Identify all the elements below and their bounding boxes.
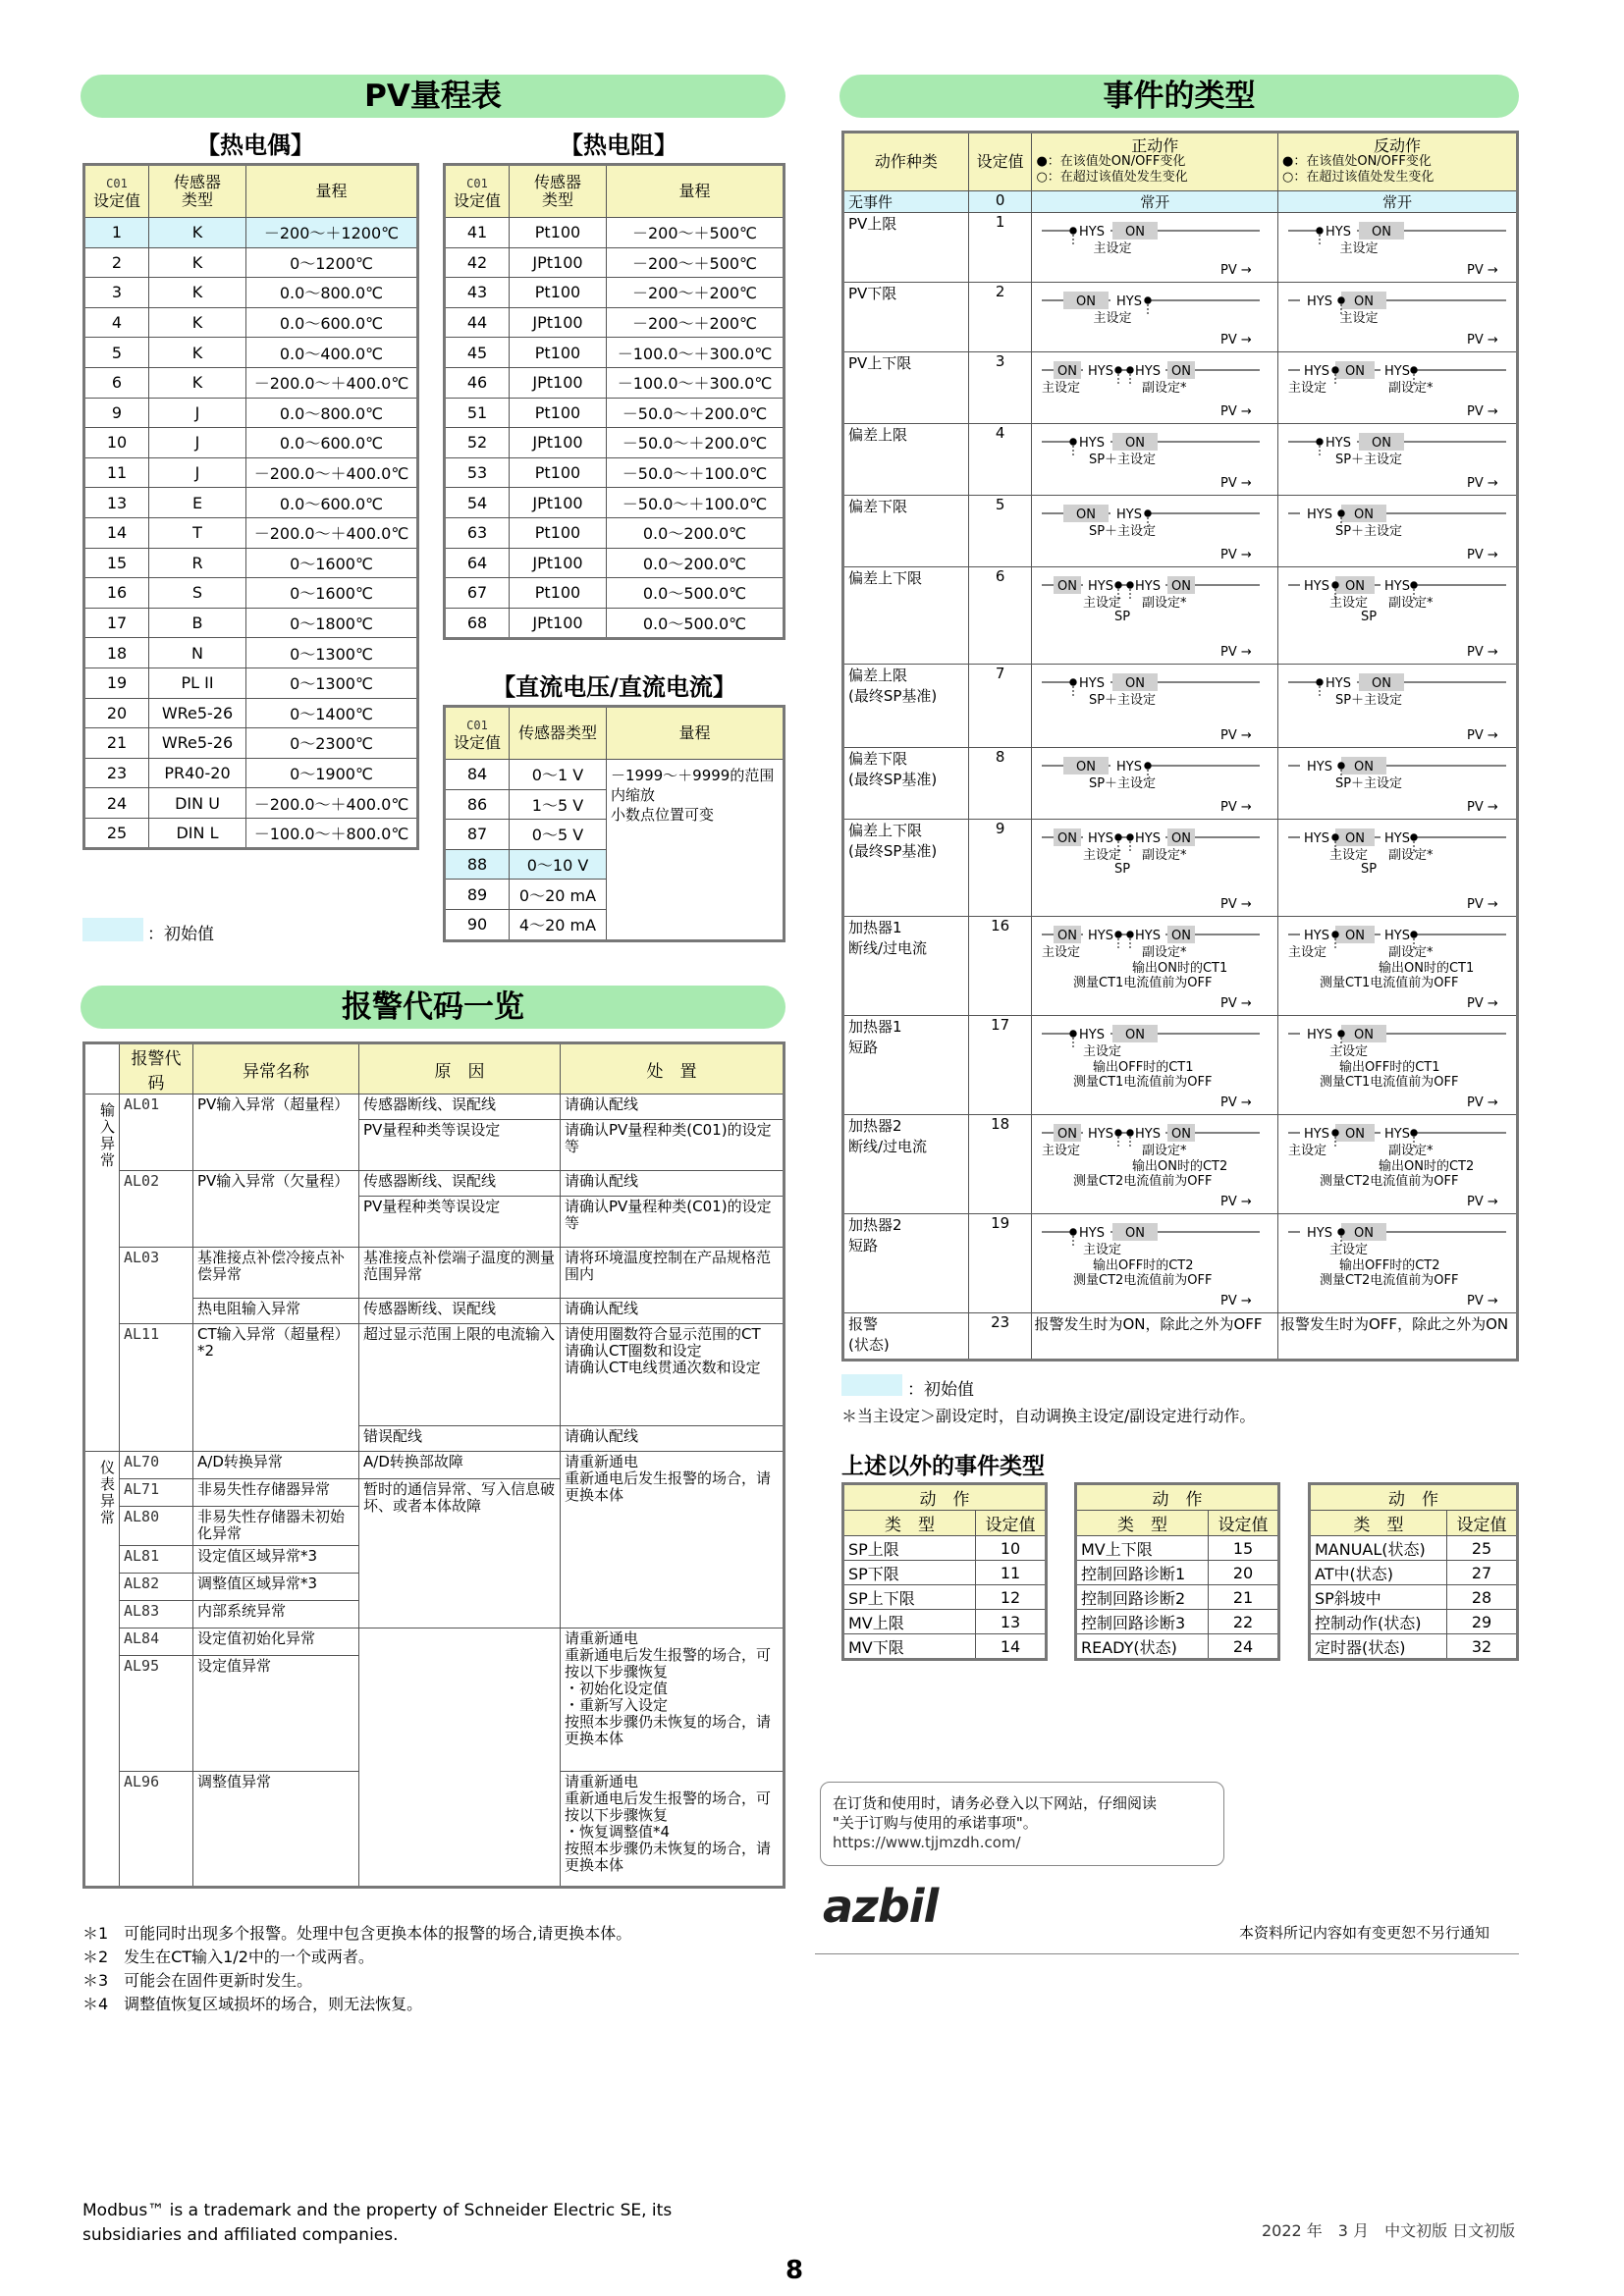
- table-row: 84 0～1 V －1999～＋9999的范围内缩放 小数点位置可变: [445, 760, 785, 790]
- bottom-rule: [815, 1953, 1519, 1954]
- svg-text:主设定: 主设定: [1042, 381, 1081, 396]
- svg-text:ON: ON: [1076, 507, 1097, 522]
- svg-text:HYS: HYS: [1135, 1127, 1162, 1142]
- event-action-diagram: [1034, 567, 1268, 660]
- svg-text:主设定: 主设定: [1329, 848, 1369, 863]
- svg-text:HYS: HYS: [1384, 579, 1410, 594]
- svg-text:副设定*: 副设定*: [1142, 848, 1187, 863]
- svg-text:HYS: HYS: [1135, 929, 1162, 943]
- svg-text:SP＋主设定: SP＋主设定: [1334, 776, 1403, 791]
- svg-text:SP＋主设定: SP＋主设定: [1089, 524, 1157, 539]
- svg-text:PV →: PV →: [1220, 476, 1253, 491]
- svg-text:副设定*: 副设定*: [1142, 945, 1187, 960]
- svg-text:HYS: HYS: [1307, 507, 1332, 522]
- svg-text:HYS: HYS: [1384, 364, 1410, 379]
- table-row: 45 Pt100 －100.0～＋300.0℃: [445, 338, 785, 368]
- svg-text:主设定: 主设定: [1093, 311, 1132, 326]
- svg-text:HYS: HYS: [1079, 436, 1106, 451]
- other-events-table-1: 动 作 类 型 设定值 SP上限 10 SP下限 11 SP上下限 12 MV上限 13 MV下限 14: [841, 1482, 1048, 1661]
- event-action-diagram: [1280, 213, 1514, 278]
- svg-text:测量CT2电流值前为OFF: 测量CT2电流值前为OFF: [1073, 1273, 1213, 1288]
- svg-text:SP: SP: [1114, 862, 1131, 877]
- svg-text:输出ON时的CT2: 输出ON时的CT2: [1132, 1159, 1228, 1174]
- event-action-diagram: [1280, 424, 1514, 491]
- svg-text:ON: ON: [1076, 760, 1097, 774]
- svg-text:PV →: PV →: [1220, 897, 1253, 912]
- svg-text:副设定*: 副设定*: [1142, 596, 1187, 611]
- table-row: MV上限 13: [843, 1610, 1047, 1634]
- event-action-diagram: [1034, 748, 1268, 815]
- svg-text:HYS: HYS: [1088, 1127, 1114, 1142]
- dc-range-note: －1999～＋9999的范围内缩放 小数点位置可变: [607, 760, 785, 941]
- svg-text:PV →: PV →: [1220, 1195, 1253, 1209]
- svg-text:输出OFF时的CT1: 输出OFF时的CT1: [1093, 1060, 1194, 1075]
- event-action-diagram: [1034, 213, 1268, 278]
- svg-text:测量CT2电流值前为OFF: 测量CT2电流值前为OFF: [1320, 1273, 1459, 1288]
- initial-value-legend: ：初始值: [147, 925, 214, 944]
- other-events-table-3: 动 作 类 型 设定值 MANUAL(状态) 25 AT中(状态) 27 SP斜坡中 28 控制动作(状态) 29 定时器(状态) 32: [1308, 1482, 1519, 1661]
- event-action-diagram: [1034, 820, 1268, 912]
- svg-text:ON: ON: [1076, 294, 1097, 309]
- svg-text:HYS: HYS: [1304, 579, 1329, 594]
- svg-text:ON: ON: [1372, 676, 1391, 691]
- svg-text:主设定: 主设定: [1083, 848, 1122, 863]
- rtd-subtitle: 【热电阻】: [560, 132, 677, 159]
- svg-text:SP＋主设定: SP＋主设定: [1089, 453, 1157, 467]
- svg-text:ON: ON: [1354, 507, 1374, 522]
- event-row: 偏差上下限 (最终SP基准) 9 ON HYS HYS ON 主设定 副设定* SP PV → HYS ON HYS 主设定 副设定* SP PV →: [843, 820, 1518, 917]
- table-row: 46 JPt100 －100.0～＋300.0℃: [445, 367, 785, 398]
- svg-text:主设定: 主设定: [1083, 1243, 1122, 1257]
- svg-text:ON: ON: [1057, 364, 1078, 379]
- svg-text:主设定: 主设定: [1083, 1044, 1122, 1059]
- event-row: 加热器2 断线/过电流 18 ON HYS HYS ON 主设定 副设定* 输出ON时的CT2 测量CT2电流值前为OFF PV → HYS ON HYS 主设定 副设定* 输出ON时的CT2 测量CT2电流值前为OFF PV →: [843, 1115, 1518, 1214]
- svg-text:PV →: PV →: [1467, 333, 1498, 347]
- table-row: 10 J 0.0～600.0℃: [84, 428, 418, 458]
- event-initial-swatch: [841, 1374, 902, 1396]
- svg-text:ON: ON: [1057, 831, 1078, 846]
- notice-url-link[interactable]: https://www.tjjmzdh.com/: [833, 1834, 1021, 1851]
- table-row: 9 J 0.0～800.0℃: [84, 398, 418, 428]
- svg-text:HYS: HYS: [1079, 676, 1106, 691]
- event-row: 加热器1 断线/过电流 16 ON HYS HYS ON 主设定 副设定* 输出ON时的CT1 测量CT1电流值前为OFF PV → HYS ON HYS 主设定 副设定* 输出ON时的CT1 测量CT1电流值前为OFF PV →: [843, 917, 1518, 1016]
- footnote-3: ＊3 可能会在固件更新时发生。: [82, 1971, 313, 1990]
- svg-text:PV →: PV →: [1467, 263, 1498, 278]
- table-row: SP上下限 12: [843, 1585, 1047, 1610]
- svg-text:SP＋主设定: SP＋主设定: [1089, 776, 1157, 791]
- table-row: 52 JPt100 －50.0～＋200.0℃: [445, 428, 785, 458]
- svg-text:副设定*: 副设定*: [1388, 596, 1434, 611]
- event-row: 偏差下限 (最终SP基准) 8 ON HYS SP＋主设定 PV → HYS ON SP＋主设定 PV →: [843, 748, 1518, 820]
- svg-text:HYS: HYS: [1384, 929, 1410, 943]
- svg-text:测量CT2电流值前为OFF: 测量CT2电流值前为OFF: [1073, 1174, 1213, 1189]
- svg-text:ON: ON: [1372, 436, 1391, 451]
- page-number: 8: [785, 2256, 804, 2285]
- svg-text:主设定: 主设定: [1288, 1144, 1327, 1158]
- svg-text:ON: ON: [1171, 364, 1192, 379]
- event-action-diagram: [1280, 567, 1514, 660]
- table-row: 19 PL II 0～1300℃: [84, 667, 418, 698]
- svg-text:HYS: HYS: [1304, 1127, 1329, 1142]
- table-row: 90 4～20 mA: [445, 909, 785, 940]
- svg-text:SP＋主设定: SP＋主设定: [1334, 693, 1403, 708]
- table-row: 43 Pt100 －200～＋200℃: [445, 278, 785, 308]
- dc-subtitle: 【直流电压/直流电流】: [492, 673, 736, 701]
- svg-text:测量CT2电流值前为OFF: 测量CT2电流值前为OFF: [1320, 1174, 1459, 1189]
- event-row: 偏差上下限 6 ON HYS HYS ON 主设定 副设定* SP PV → HYS ON HYS 主设定 副设定* SP PV →: [843, 567, 1518, 665]
- svg-text:PV →: PV →: [1467, 1294, 1498, 1308]
- svg-text:HYS: HYS: [1135, 364, 1162, 379]
- footnote-1: ＊1 可能同时出现多个报警。处理中包含更换本体的报警的场合,请更换本体。: [82, 1924, 632, 1943]
- svg-text:输出OFF时的CT1: 输出OFF时的CT1: [1339, 1060, 1440, 1075]
- event-row: PV上限 1 HYS ON 主设定 PV → HYS ON 主设定 PV →: [843, 213, 1518, 283]
- table-row: 17 B 0～1800℃: [84, 608, 418, 638]
- event-action-diagram: [1280, 748, 1514, 815]
- event-row: 加热器1 短路 17 HYS ON 主设定 输出OFF时的CT1 测量CT1电流值前为OFF PV → HYS ON 主设定 输出OFF时的CT1 测量CT1电流值前为OFF PV →: [843, 1016, 1518, 1115]
- svg-text:测量CT1电流值前为OFF: 测量CT1电流值前为OFF: [1073, 1075, 1213, 1090]
- svg-text:ON: ON: [1171, 831, 1192, 846]
- table-row: 21 WRe5-26 0～2300℃: [84, 728, 418, 759]
- svg-text:ON: ON: [1345, 831, 1365, 846]
- svg-text:主设定: 主设定: [1042, 1144, 1081, 1158]
- svg-text:ON: ON: [1125, 225, 1146, 240]
- svg-text:输出OFF时的CT2: 输出OFF时的CT2: [1093, 1258, 1194, 1273]
- svg-text:PV →: PV →: [1467, 645, 1498, 660]
- svg-text:PV →: PV →: [1467, 1195, 1498, 1209]
- table-row: MV下限 14: [843, 1634, 1047, 1660]
- azbil-logo: azbil: [823, 1880, 939, 1933]
- svg-text:PV →: PV →: [1467, 800, 1498, 815]
- svg-text:HYS: HYS: [1304, 929, 1329, 943]
- event-row: PV下限 2 ON HYS 主设定 PV → HYS ON 主设定 PV →: [843, 283, 1518, 352]
- svg-text:副设定*: 副设定*: [1388, 1144, 1434, 1158]
- table-row: 控制回路诊断1 20: [1076, 1561, 1279, 1585]
- table-row: 6 K －200.0～＋400.0℃: [84, 367, 418, 398]
- event-action-diagram: [1034, 1115, 1268, 1209]
- event-action-diagram: [1034, 283, 1268, 347]
- svg-text:主设定: 主设定: [1093, 241, 1132, 256]
- table-row: MV上下限 15: [1076, 1536, 1279, 1561]
- table-row: 11 J －200.0～＋400.0℃: [84, 457, 418, 488]
- svg-text:PV →: PV →: [1467, 404, 1498, 419]
- event-action-diagram: [1280, 1016, 1514, 1110]
- table-row: 63 Pt100 0.0～200.0℃: [445, 517, 785, 548]
- footnote-4: ＊4 调整值恢复区域损坏的场合，则无法恢复。: [82, 1995, 423, 2013]
- svg-text:ON: ON: [1125, 676, 1146, 691]
- table-row: 44 JPt100 －200～＋200℃: [445, 307, 785, 338]
- svg-text:ON: ON: [1057, 929, 1078, 943]
- svg-text:PV →: PV →: [1467, 728, 1498, 743]
- svg-text:主设定: 主设定: [1339, 241, 1379, 256]
- table-row: 20 WRe5-26 0～1400℃: [84, 698, 418, 728]
- svg-text:PV →: PV →: [1220, 404, 1253, 419]
- table-row: 54 JPt100 －50.0～＋100.0℃: [445, 488, 785, 518]
- table-row: 87 0～5 V: [445, 820, 785, 850]
- table-row: 5 K 0.0～400.0℃: [84, 338, 418, 368]
- col-setting: C01 设定值: [84, 165, 149, 218]
- event-action-diagram: [1034, 352, 1268, 419]
- svg-text:HYS: HYS: [1304, 831, 1329, 846]
- svg-text:ON: ON: [1171, 579, 1192, 594]
- alarm-table: 报警代码 异常名称 原 因 处 置 输入异常 AL01 PV输入异常（超量程） 传感器断线、误配线 请确认配线 PV量程种类等误设定 请确认PV量程种类(C01)的设定等 AL02 PV输入异常（欠量程） 传感器断线、误配线 请确认配线 PV量程种类等误设定 请确认PV量程种类(C01)的设定等 AL03 基准接点补偿冷接点补偿异常 基准接点补偿端子温度的测量范围异常 请将环境温度控制在产品规格范围内 热电阻输入异常 传感器断线、误配线 请确认配线 AL11 CT输入异常（超量程）*2 超过显示范围上限的电流输入 请使用圈数符合显示范围的CT 请确认CT圈数和设定 请确认CT电线贯通次数和设定 错误配线 请确认配线 仪表异常 AL70 A/D转换异常 A/D转换部故障 请重新通电 重新通电后发生报警的场合，请更换本体 AL71 非易失性存储器异常 暂时的通信异常、写入信息破坏、或者本体故障 AL80 非易失性存储器未初始化异常 AL81 设定值区域异常*3 AL82 调整值区域异常*3 AL83 内部系统异常 AL84 设定值初始化异常 请重新通电 重新通电后发生报警的场合，可按以下步骤恢复 ・初始化设定值 ・重新写入设定 按照本步骤仍未恢复的场合，请更换本体 AL95 设定值异常 AL96 调整值异常 请重新通电 重新通电后发生报警的场合，可按以下步骤恢复 ・恢复调整值*4 按照本步骤仍未恢复的场合，请更换本体: [82, 1041, 785, 1889]
- svg-text:ON: ON: [1057, 579, 1078, 594]
- svg-text:副设定*: 副设定*: [1388, 945, 1434, 960]
- svg-text:ON: ON: [1345, 1127, 1365, 1142]
- svg-text:ON: ON: [1057, 1127, 1078, 1142]
- event-types-table: 动作种类 设定值 正动作 ●：在该值处ON/OFF变化 ○：在超过该值处发生变化 反动作 ●：在该值处ON/OFF变化 ○：在超过该值处发生变化 无事件 0 常开 常开 PV上限 1 HYS ON 主设定 PV → HYS ON 主设定 PV → PV下限 2 ON HYS 主设定 PV → HYS ON 主设定 PV → PV上下限 3 ON HYS HYS ON 主设定 副设定* PV → HYS ON HYS 主设定 副设定* PV → 偏差上限 4 HYS ON SP＋主设定 PV → HYS ON SP＋主设定 PV → 偏差下限 5 ON HYS SP＋主设定 PV → HYS ON SP＋主设定 PV → 偏差上下限 6 ON HYS HYS ON 主设定 副设定* SP PV → HYS ON HYS 主设定 副设定* SP PV → 偏差上限 (最终SP基准) 7 HYS ON SP＋主设定 PV → HYS ON SP＋主设定 PV → 偏差下限 (最终SP基准) 8 ON HYS SP＋主设定 PV → HYS ON SP＋主设定 PV → 偏差上下限 (最终SP基准) 9 ON HYS HYS ON 主设定 副设定* SP PV → HYS ON HYS 主设定 副设定* SP PV → 加热器1 断线/过电流 16 ON HYS HYS ON 主设定 副设定* 输出ON时的CT1 测量CT1电流值前为OFF PV → HYS ON HYS 主设定 副设定* 输出ON时的CT1 测量CT1电流值前为OFF PV → 加热器1 短路 17 HYS ON 主设定 输出OFF时的CT1 测量CT1电流值前为OFF PV → HYS ON 主设定 输出OFF时的CT1 测量CT1电流值前为OFF PV → 加热器2 断线/过电流 18 ON HYS HYS ON 主设定 副设定* 输出ON时的CT2 测量CT2电流值前为OFF PV → HYS ON HYS 主设定 副设定* 输出ON时的CT2 测量CT2电流值前为OFF PV → 加热器2 短路 19 HYS ON 主设定 输出OFF时的CT2 测量CT2电流值前为OFF PV → HYS ON 主设定 输出OFF时的CT2 测量CT2电流值前为OFF PV → 报警 (状态) 23 报警发生时为ON，除此之外为OFF 报警发生时为OFF，除此之外为ON: [841, 131, 1519, 1362]
- table-row: 1 K －200～＋1200℃: [84, 218, 418, 248]
- notice-box: 在订货和使用时，请务必登入以下网站，仔细阅读 "关于订购与使用的承诺事项"。 https://www.tjjmzdh.com/: [820, 1782, 1224, 1866]
- table-row: 41 Pt100 －200～＋500℃: [445, 218, 785, 248]
- svg-text:主设定: 主设定: [1288, 381, 1327, 396]
- pv-range-banner: PV量程表: [81, 75, 785, 118]
- table-row: 24 DIN U －200.0～＋400.0℃: [84, 788, 418, 819]
- other-events-title: 上述以外的事件类型: [841, 1454, 1045, 1479]
- svg-text:主设定: 主设定: [1329, 1243, 1369, 1257]
- svg-text:输出OFF时的CT2: 输出OFF时的CT2: [1339, 1258, 1440, 1273]
- svg-text:HYS: HYS: [1116, 760, 1143, 774]
- event-action-diagram: [1034, 665, 1268, 743]
- svg-text:HYS: HYS: [1088, 364, 1114, 379]
- table-row: 控制动作(状态) 29: [1310, 1610, 1518, 1634]
- svg-text:ON: ON: [1345, 364, 1365, 379]
- thermocouple-table: [82, 163, 419, 850]
- svg-text:HYS: HYS: [1307, 1226, 1332, 1241]
- footnote-2: ＊2 发生在CT输入1/2中的一个或两者。: [82, 1948, 374, 1966]
- svg-text:HYS: HYS: [1326, 676, 1351, 691]
- svg-text:ON: ON: [1354, 760, 1374, 774]
- event-action-diagram: [1034, 917, 1268, 1011]
- svg-text:主设定: 主设定: [1329, 1044, 1369, 1059]
- svg-text:SP: SP: [1360, 862, 1378, 877]
- svg-text:PV →: PV →: [1220, 1095, 1253, 1110]
- svg-text:PV →: PV →: [1467, 476, 1498, 491]
- svg-text:ON: ON: [1345, 929, 1365, 943]
- svg-text:PV →: PV →: [1220, 645, 1253, 660]
- svg-text:HYS: HYS: [1135, 831, 1162, 846]
- svg-text:HYS: HYS: [1307, 294, 1332, 309]
- svg-text:HYS: HYS: [1304, 364, 1329, 379]
- svg-text:PV →: PV →: [1467, 1095, 1498, 1110]
- svg-text:HYS: HYS: [1307, 1028, 1332, 1042]
- trademark-line-1: Modbus™ is a trademark and the property of Schneider Electric SE, its: [82, 2201, 673, 2220]
- svg-text:PV →: PV →: [1220, 548, 1253, 562]
- svg-text:HYS: HYS: [1088, 579, 1114, 594]
- table-row: 控制回路诊断2 21: [1076, 1585, 1279, 1610]
- event-action-diagram: [1034, 424, 1268, 491]
- svg-text:PV →: PV →: [1220, 996, 1253, 1011]
- svg-text:SP＋主设定: SP＋主设定: [1334, 453, 1403, 467]
- table-row: 4 K 0.0～600.0℃: [84, 307, 418, 338]
- table-row: 67 Pt100 0.0～500.0℃: [445, 578, 785, 609]
- initial-value-swatch: [82, 918, 143, 941]
- table-row: 68 JPt100 0.0～500.0℃: [445, 608, 785, 639]
- svg-text:输出ON时的CT1: 输出ON时的CT1: [1379, 961, 1475, 976]
- svg-text:HYS: HYS: [1384, 831, 1410, 846]
- svg-text:PV →: PV →: [1467, 548, 1498, 562]
- svg-text:ON: ON: [1354, 294, 1374, 309]
- event-row: PV上下限 3 ON HYS HYS ON 主设定 副设定* PV → HYS ON HYS 主设定 副设定* PV →: [843, 352, 1518, 424]
- table-row: 3 K 0.0～800.0℃: [84, 278, 418, 308]
- event-action-diagram: [1280, 1214, 1514, 1308]
- svg-text:HYS: HYS: [1135, 579, 1162, 594]
- event-action-diagram: [1280, 1115, 1514, 1209]
- svg-text:ON: ON: [1125, 436, 1146, 451]
- svg-text:主设定: 主设定: [1288, 945, 1327, 960]
- event-star-note: ＊当主设定＞副设定时，自动调换主设定/副设定进行动作。: [841, 1407, 1256, 1425]
- svg-text:输出ON时的CT1: 输出ON时的CT1: [1132, 961, 1228, 976]
- svg-text:HYS: HYS: [1326, 436, 1351, 451]
- disclaimer: 本资料所记内容如有变更恕不另行通知: [1239, 1924, 1490, 1942]
- event-row: 无事件 0 常开 常开: [843, 191, 1518, 213]
- event-row: 偏差上限 (最终SP基准) 7 HYS ON SP＋主设定 PV → HYS ON SP＋主设定 PV →: [843, 665, 1518, 748]
- svg-text:HYS: HYS: [1079, 1028, 1106, 1042]
- table-row: 42 JPt100 －200～＋500℃: [445, 247, 785, 278]
- table-row: READY(状态) 24: [1076, 1634, 1279, 1660]
- svg-text:SP＋主设定: SP＋主设定: [1089, 693, 1157, 708]
- table-row: 25 DIN L －100.0～＋800.0℃: [84, 818, 418, 849]
- svg-text:SP＋主设定: SP＋主设定: [1334, 524, 1403, 539]
- rtd-table: C01 设定值 传感器 类型 量程 41 Pt100 －200～＋500℃ 42 JPt100 －200～＋500℃ 43 Pt100 －200～＋200℃ 44 JPt100 －200～＋200℃ 45 Pt100 －100.0～＋300.0℃ 46 JPt100 －100.0～＋300.0℃ 51 Pt100 －50.0～＋200.0℃ 52 JPt100 －50.0～＋200.0℃ 53 Pt100 －50.0～＋100.0℃ 54 JPt100 －50.0～＋100.0℃ 63 Pt100 0.0～200.0℃ 64 JPt100 0.0～200.0℃ 67 Pt100 0.0～500.0℃ 68 JPt100 0.0～500.0℃: [443, 163, 785, 640]
- svg-text:ON: ON: [1125, 1028, 1146, 1042]
- svg-text:PV →: PV →: [1220, 800, 1253, 815]
- svg-text:ON: ON: [1354, 1028, 1374, 1042]
- event-row: 报警 (状态) 23 报警发生时为ON，除此之外为OFF 报警发生时为OFF，除此之外为ON: [843, 1313, 1518, 1361]
- alarm-banner: 报警代码一览: [81, 986, 785, 1029]
- svg-text:测量CT1电流值前为OFF: 测量CT1电流值前为OFF: [1320, 976, 1459, 990]
- svg-text:主设定: 主设定: [1042, 945, 1081, 960]
- svg-text:ON: ON: [1345, 579, 1365, 594]
- other-events-table-2: 动 作 类 型 设定值 MV上下限 15 控制回路诊断1 20 控制回路诊断2 21 控制回路诊断3 22 READY(状态) 24: [1074, 1482, 1280, 1661]
- svg-text:SP: SP: [1360, 610, 1378, 624]
- table-row: 16 S 0～1600℃: [84, 578, 418, 609]
- svg-text:ON: ON: [1372, 225, 1391, 240]
- svg-text:HYS: HYS: [1116, 294, 1143, 309]
- table-row: AT中(状态) 27: [1310, 1561, 1518, 1585]
- event-action-diagram: [1280, 917, 1514, 1011]
- event-action-diagram: [1280, 283, 1514, 347]
- col-range: 量程: [246, 165, 418, 218]
- table-row: SP下限 11: [843, 1561, 1047, 1585]
- table-row: SP斜坡中 28: [1310, 1585, 1518, 1610]
- svg-text:PV →: PV →: [1467, 897, 1498, 912]
- svg-text:PV →: PV →: [1220, 333, 1253, 347]
- event-action-diagram: [1034, 496, 1268, 562]
- event-action-diagram: [1280, 496, 1514, 562]
- table-row: 15 R 0～1600℃: [84, 548, 418, 578]
- svg-text:测量CT1电流值前为OFF: 测量CT1电流值前为OFF: [1320, 1075, 1459, 1090]
- table-row: 64 JPt100 0.0～200.0℃: [445, 548, 785, 578]
- svg-text:HYS: HYS: [1116, 507, 1143, 522]
- thermocouple-subtitle: 【热电偶】: [196, 132, 314, 159]
- table-row: 2 K 0～1200℃: [84, 247, 418, 278]
- svg-text:ON: ON: [1171, 929, 1192, 943]
- svg-text:HYS: HYS: [1079, 1226, 1106, 1241]
- event-action-diagram: [1280, 352, 1514, 419]
- svg-text:ON: ON: [1125, 1226, 1146, 1241]
- event-action-diagram: [1034, 1214, 1268, 1308]
- svg-text:PV →: PV →: [1467, 996, 1498, 1011]
- table-row: SP上限 10: [843, 1536, 1047, 1561]
- svg-text:主设定: 主设定: [1083, 596, 1122, 611]
- event-action-diagram: [1280, 665, 1514, 743]
- svg-text:ON: ON: [1354, 1226, 1374, 1241]
- svg-text:HYS: HYS: [1326, 225, 1351, 240]
- event-row: 偏差下限 5 ON HYS SP＋主设定 PV → HYS ON SP＋主设定 PV →: [843, 496, 1518, 567]
- event-action-diagram: [1034, 1016, 1268, 1110]
- table-row: 控制回路诊断3 22: [1076, 1610, 1279, 1634]
- table-row: 23 PR40-20 0～1900℃: [84, 758, 418, 788]
- trademark-line-2: subsidiaries and affiliated companies.: [82, 2225, 399, 2245]
- svg-text:主设定: 主设定: [1329, 596, 1369, 611]
- event-row: 偏差上限 4 HYS ON SP＋主设定 PV → HYS ON SP＋主设定 PV →: [843, 424, 1518, 496]
- svg-text:主设定: 主设定: [1339, 311, 1379, 326]
- table-row: 88 0～10 V: [445, 849, 785, 880]
- table-row: 18 N 0～1300℃: [84, 638, 418, 668]
- svg-text:测量CT1电流值前为OFF: 测量CT1电流值前为OFF: [1073, 976, 1213, 990]
- svg-text:PV →: PV →: [1220, 728, 1253, 743]
- table-row: 53 Pt100 －50.0～＋100.0℃: [445, 457, 785, 488]
- svg-text:PV →: PV →: [1220, 263, 1253, 278]
- svg-text:ON: ON: [1171, 1127, 1192, 1142]
- table-row: 86 1～5 V: [445, 789, 785, 820]
- table-row: 14 T －200.0～＋400.0℃: [84, 517, 418, 548]
- svg-text:HYS: HYS: [1384, 1127, 1410, 1142]
- svg-text:PV →: PV →: [1220, 1294, 1253, 1308]
- svg-text:输出ON时的CT2: 输出ON时的CT2: [1379, 1159, 1475, 1174]
- table-row: 定时器(状态) 32: [1310, 1634, 1518, 1660]
- svg-text:HYS: HYS: [1088, 831, 1114, 846]
- event-types-banner: 事件的类型: [839, 75, 1519, 118]
- svg-text:HYS: HYS: [1079, 225, 1106, 240]
- svg-text:副设定*: 副设定*: [1142, 381, 1187, 396]
- event-initial-legend: ：初始值: [907, 1380, 974, 1400]
- svg-text:HYS: HYS: [1088, 929, 1114, 943]
- table-row: MANUAL(状态) 25: [1310, 1536, 1518, 1561]
- table-row: 13 E 0.0～600.0℃: [84, 488, 418, 518]
- event-row: 加热器2 短路 19 HYS ON 主设定 输出OFF时的CT2 测量CT2电流值前为OFF PV → HYS ON 主设定 输出OFF时的CT2 测量CT2电流值前为OFF PV →: [843, 1214, 1518, 1313]
- table-row: 89 0～20 mA: [445, 880, 785, 910]
- edition-note: 2022 年 3 月 中文初版 日文初版: [1262, 2221, 1516, 2240]
- svg-text:HYS: HYS: [1307, 760, 1332, 774]
- col-sensor: 传感器 类型: [149, 165, 246, 218]
- svg-text:副设定*: 副设定*: [1388, 848, 1434, 863]
- event-action-diagram: [1280, 820, 1514, 912]
- svg-text:SP: SP: [1114, 610, 1131, 624]
- table-row: 51 Pt100 －50.0～＋200.0℃: [445, 398, 785, 428]
- svg-text:副设定*: 副设定*: [1388, 381, 1434, 396]
- dc-table: C01 设定值 传感器类型 量程 84 0～1 V －1999～＋9999的范围内缩放 小数点位置可变 86 1～5 V 87 0～5 V 88 0～10 V 89 0～20 mA 90 4～20 mA: [443, 705, 785, 942]
- svg-text:副设定*: 副设定*: [1142, 1144, 1187, 1158]
